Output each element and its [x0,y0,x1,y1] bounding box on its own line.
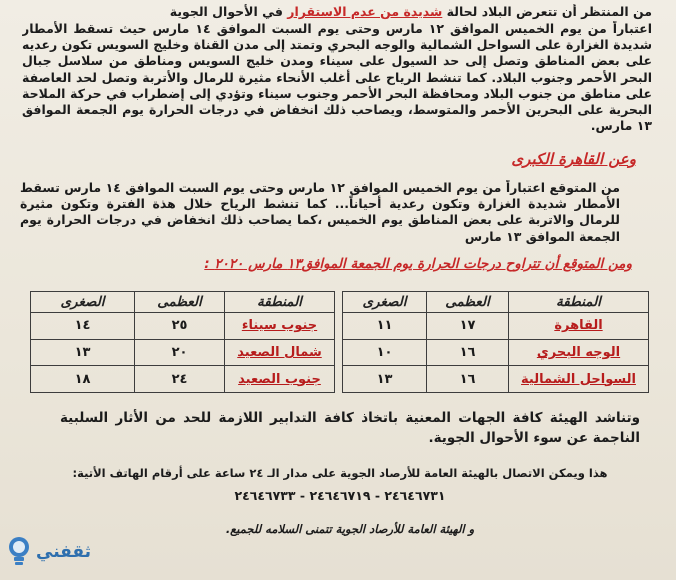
header-min-b: الصغرى [31,292,135,313]
max-cell: ١٦ [427,339,509,366]
intro-first-line [52,4,652,20]
max-cell: ١٧ [427,313,509,340]
max-cell: ١٦ [427,366,509,393]
min-cell: ١٣ [343,366,427,393]
contact-line: هذا ويمكن الاتصال بالهيئة العامة للأرصاد الجوية على مدار الـ ٢٤ ساعة على أرقام الهاتف الأتية: [72,466,608,480]
table-gap [335,339,343,366]
region-cell: جنوب الصعيد [225,366,335,393]
region-cell: شمال الصعيد [225,339,335,366]
site-watermark [6,530,116,574]
instability-highlight: شديدة من عدم الاستقرار [287,4,443,19]
intro-paragraph: اعتباراً من يوم الخميس الموافق ١٢ مارس وحتى يوم السبت الموافق ١٤ مارس حيث تسقط الأمطار شديدة الغزارة على السواحل الشمالية والوجه البحري وتمتد إلى مدن القناة وخليج السويس تكون رعديه على بعض المناطق وتصل إلى حد السيول على سيناء ومدن خليج السويس ومناطق من سلاسل جبال البحر الأحمر وجنوب البلاد. كما تنشط الرياح على أغلب الأنحاء مثيرة للرمال والأتربة وتصل لحد العاصفة على مناطق من جنوب البلاد ومحافظة البحر الأحمر وجنوب سيناء وتؤدي إلى إضطراب في حركة الملاحة البحرية على البحرين الأحمر والمتوسط، ويصاحب ذلك انخفاض في درجات الحرارة يوم الجمعة الموافق ١٣ مارس. [22,21,652,134]
lightbulb-icon [6,535,32,569]
max-cell: ٢٥ [135,313,225,340]
table-gap [335,313,343,340]
header-max-a: العظمى [427,292,509,313]
min-cell: ١٨ [31,366,135,393]
advisory-paragraph: وتناشد الهيئة كافة الجهات المعنية باتخاذ كافة التدابير اللازمة للحد من الأثار السلبية الناجمة عن سوء الأحوال الجوية. [60,410,640,446]
table-header-row [31,292,649,313]
min-cell: ١٣ [31,339,135,366]
phone-numbers: ٢٤٦٤٦٧٣١ - ٢٤٦٤٦٧١٩ - ٢٤٦٤٦٧٣٣ [234,488,446,503]
table-gap [335,366,343,393]
forecast-heading: ومن المتوقع أن تتراوح درجات الحرارة يوم الجمعة الموافق١٣ مارس ٢٠٢٠ : [204,256,632,272]
table-row [31,339,649,366]
region-cell: السواحل الشمالية [509,366,649,393]
closing-line: و الهيئة العامة للأرصاد الجوية تتمنى السلامه للجميع. [225,522,475,536]
watermark-text: ثقفني [36,542,91,562]
max-cell: ٢٤ [135,366,225,393]
header-max-b: العظمى [135,292,225,313]
min-cell: ١٤ [31,313,135,340]
header-region-a: المنطقة [509,292,649,313]
min-cell: ١٠ [343,339,427,366]
region-cell: جنوب سيناء [225,313,335,340]
cairo-paragraph: من المتوقع اعتباراً من يوم الخميس الموافق ١٢ مارس وحتى يوم السبت الموافق ١٤ مارس تسقط الأمطار شديدة الغزارة وتكون رعدية أحياناً... كما تنشط الرياح خلال هذة الفترة وتكون مثيرة للرمال والاتربة على بعض المناطق يوم الخميس ،كما يصاحب ذلك انخفاض في درجات الحرارة يوم الجمعة الموافق ١٣ مارس [20,180,620,244]
region-cell: الوجه البحري [509,339,649,366]
header-region-b: المنطقة [225,292,335,313]
cairo-heading: وعن القاهرة الكبرى [511,150,636,168]
header-min-a: الصغرى [343,292,427,313]
temperature-table [30,291,649,393]
region-cell: القاهرة [509,313,649,340]
intro-line1-end: في الأحوال الجوية [169,4,283,19]
intro-line1-start: من المنتظر أن تتعرض البلاد لحالة [446,4,652,19]
min-cell: ١١ [343,313,427,340]
table-row [31,313,649,340]
table-gap [335,292,343,313]
table-row [31,366,649,393]
max-cell: ٢٠ [135,339,225,366]
